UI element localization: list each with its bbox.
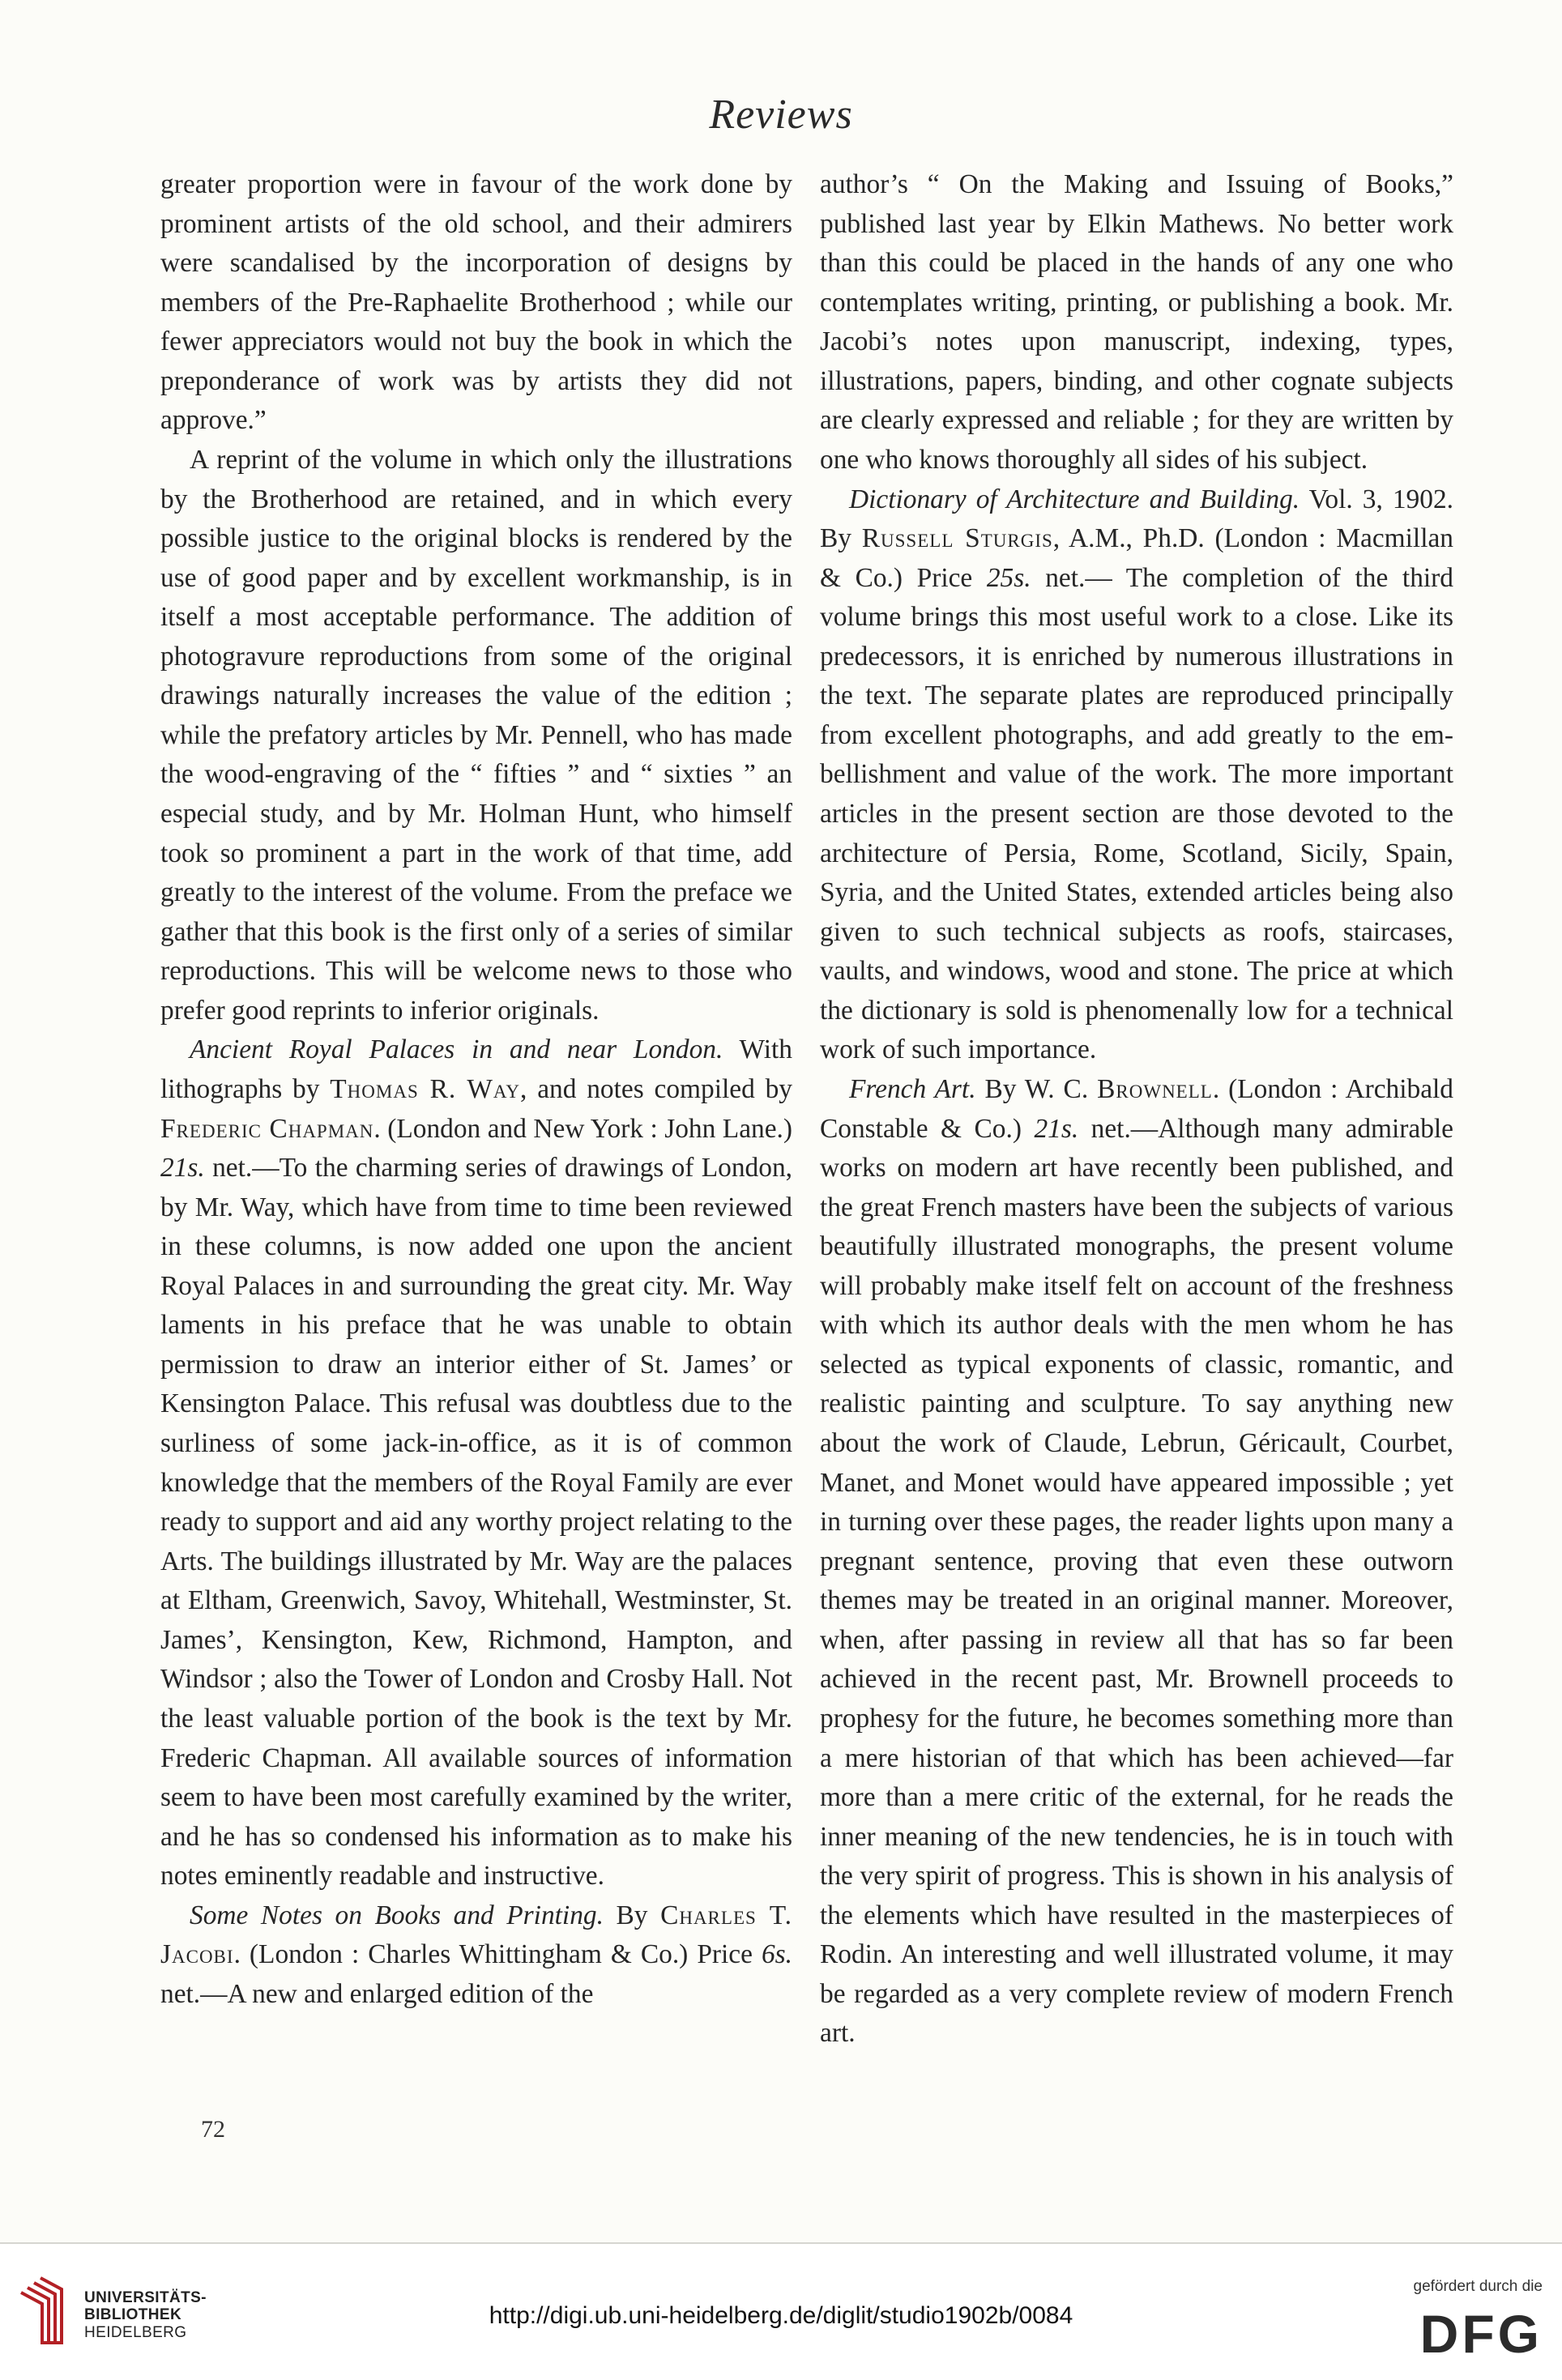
author-name: Thomas R. Way — [330, 1073, 521, 1104]
price: 21s. — [1034, 1113, 1079, 1144]
author-name: Charles T. Jacobi — [160, 1900, 793, 1970]
source-url-link[interactable]: http://digi.ub.uni-heidelberg.de/diglit/studio1902b/0084 — [489, 2302, 1073, 2329]
book-title: Dictionary of Architecture and Building. — [849, 484, 1300, 514]
price: 25s. — [986, 562, 1031, 593]
book-title: Some Notes on Books and Printing. — [190, 1900, 604, 1930]
sponsor-label: gefördert durch die — [1413, 2278, 1543, 2295]
dfg-logo: DFG — [1419, 2304, 1543, 2364]
review-paragraph: A reprint of the volume in which only the illustrations by the Brotherhood are retained, and in which every possible justice to the original blocks is rendered by the use of good paper and by excellent workmanship, is in itself a most acceptable performance. The addition of photogravure reproductions from some of the original drawings naturally increases the value of the edition ; while the prefatory articles by Mr. Pennell, who has made the wood-engraving of the “ fifties ” and “ sixties ” an especial study, and by Mr. Holman Hunt, who himself took so prominent a part in the work of that time, add greatly to the interest of the volume. From the preface we gather that this book is the first only of a series of similar reproductions. This will be welcome news to those who prefer good reprints to inferior originals. — [160, 444, 792, 1026]
review-french-art: French Art. By W. C. Brownell. (London : Archibald Constable & Co.) 21s. net.—Although many admirable works on modern art have recently been published, and the great French masters have been the subjects of various beautifully illustrated monographs, the present volume will probably make itself felt on account of the freshness with which its author deals with the men whom he has selected as typical exponents of classic, romantic, and realistic painting and sculpture. To say anything new about the work of Claude, Lebrun, Géricault, Courbet, Manet, and Monet would have appeared impossible ; yet in turning over these pages, the reader lights upon many a pregnant sentence, proving that even these outworn themes may be treated in an original manner. Moreover, when, after passing in review all that has so far been achieved in the recent past, Mr. Brownell proceeds to prophesy for the future, he becomes something more than a mere historian of that which has been achieved—far more than a mere critic of the external, for he reads the inner meaning of the new tendencies, he is in touch with the very spirit of progress. This is shown in his analysis of the elements which have resulted in the masterpieces of Rodin. An interesting and well illustrated volume, it may be regarded as a very complete review of modern French art. — [820, 1073, 1454, 2049]
review-notes-on-books: Some Notes on Books and Printing. By Charles T. Jacobi. (London : Charles Whittingham & Co.) Price 6s. net.—A new and enlarged edition of the — [160, 1900, 793, 2009]
right-column — [820, 165, 1453, 2054]
review-continuation: author’s “ On the Making and Issuing of Books,” published last year by Elkin Mathews. No better work than this could be placed in the hands of any one who contemplates writing, printing, or publishing a book. Mr. Jacobi’s notes upon manuscript, indexing, types, illustrations, papers, binding, and other cognate subjects are clearly expressed and reliable ; for they are written by one who knows thoroughly all sides of his subject. — [820, 169, 1453, 475]
library-name: UNIVERSITÄTS- BIBLIOTHEK HEIDELBERG — [84, 2289, 207, 2341]
price: 21s. — [160, 1153, 205, 1184]
review-dictionary-of-architecture: Dictionary of Architecture and Building. Vol. 3, 1902. By Russell Sturgis, A.M., Ph.D. (London : Macmillan & Co.) Price 25s. net.— The completion of the third volume brings this most useful work to a close. Like its predecessors, it is enriched by numerous illustrations in the text. The separate plates are reproduced principally from excellent photographs, and add greatly to the embellishment and value of the work. The more important articles in the present section are those devoted to the architecture of Persia, Rome, Scotland, Sicily, Spain, Syria, and the United States, extended articles being also given to such technical subjects as roofs, staircases, vaults, and windows, wood and stone. The price at which the dictionary is sold is phenomenally low for a technical work of such importance. — [820, 484, 1453, 1065]
review-continuation: greater proportion were in favour of the work done by prominent artists of the old school, and their admirers were scandalised by the incorporation of designs by members of the Pre-Raphaelite Brotherhood ; while our fewer appreciators would not buy the book in which the preponderance of work was by artists they did not approve.” — [160, 169, 792, 436]
page-number: 72 — [201, 2116, 225, 2143]
author-name: Brownell — [1097, 1073, 1213, 1104]
author-name: Russell Sturgis — [861, 523, 1053, 554]
book-title: French Art. — [849, 1073, 976, 1104]
left-column — [160, 165, 792, 2014]
sponsor-block — [1413, 2278, 1543, 2364]
book-title: Ancient Royal Palaces in and near London. — [190, 1034, 723, 1065]
compiler-name: Frederic Chapman — [160, 1113, 374, 1144]
price: 6s. — [761, 1939, 792, 1970]
review-ancient-royal-palaces: Ancient Royal Palaces in and near London. With lithographs by Thomas R. Way, and notes compiled by Frederic Chapman. (London and New York : John Lane.) 21s. net.—To the charming series of drawings of London, by Mr. Way, which have from time to time been reviewed in these columns, is now added one upon the ancient Royal Palaces in and surrounding the great city. Mr. Way laments in his preface that he was unable to obtain permission to draw an interior either of St. James’ or Kensington Palace. This refusal was doubtless due to the surliness of some jack-in-office, as it is of common knowledge that the members of the Royal Family are ever ready to support and aid any worthy project relating to the Arts. The buildings illustrated by Mr. Way are the palaces at Eltham, Greenwich, Savoy, Whitehall, Westminster, St. James’, Kensington, Kew, Richmond, Hampton, and Windsor ; also the Tower of London and Crosby Hall. Not the least valuable portion of the book is the text by Mr. Frederic Chapman. All available sources of information seem to have been most carefully examined by the writer, and he has so condensed his information as to make his notes eminently readable and instructive. — [160, 1034, 792, 1892]
running-title: Reviews — [709, 92, 853, 138]
